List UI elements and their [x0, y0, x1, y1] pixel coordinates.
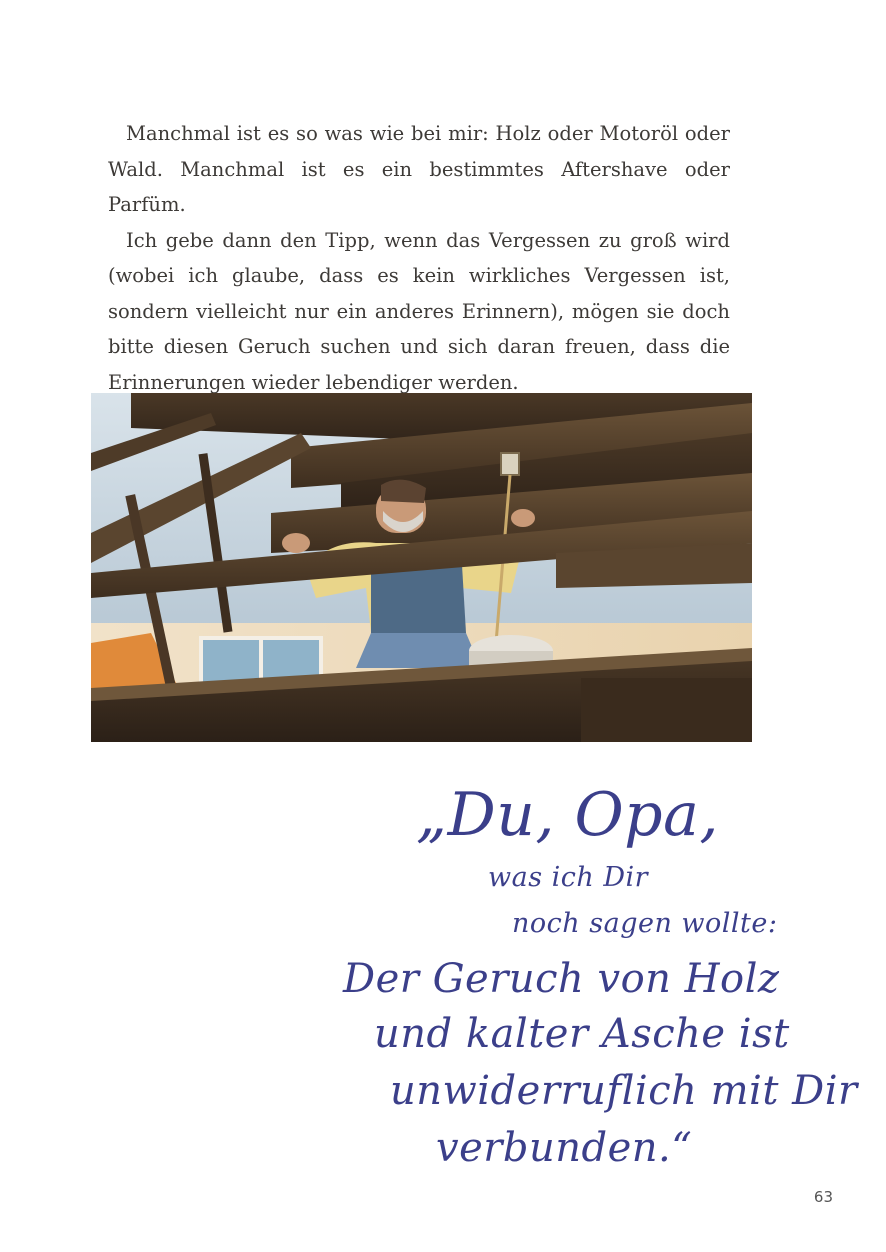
quote-line-1: „Du, Opa,	[416, 780, 719, 850]
quote-line-2: was ich Dir	[488, 862, 649, 893]
quote-line-4: Der Geruch von Holz	[343, 956, 780, 1002]
body-text	[108, 116, 730, 400]
quote-line-3: noch sagen wollte:	[512, 908, 778, 939]
scaffolding-photo	[91, 393, 752, 742]
paragraph-1: Manchmal ist es so was wie bei mir: Holz oder Motoröl oder Wald. Manchmal ist es ein bestimmtes Aftershave oder Parfüm.	[108, 122, 730, 216]
page-number: 63	[813, 1188, 833, 1206]
quote-line-6: unwiderruflich mit Dir	[390, 1068, 858, 1114]
quote-line-5: und kalter Asche ist	[374, 1011, 790, 1057]
paragraph-2: Ich gebe dann den Tipp, wenn das Vergessen zu groß wird (wobei ich glaube, dass es kein wirkliches Vergessen ist, sondern vielleicht nur ein anderes Erinnern), mögen sie doch bitte diesen Geruch suchen und sich daran freuen, dass die Erinnerungen wieder lebendiger werden.	[108, 228, 730, 394]
quote-line-7: verbunden.“	[436, 1125, 693, 1171]
